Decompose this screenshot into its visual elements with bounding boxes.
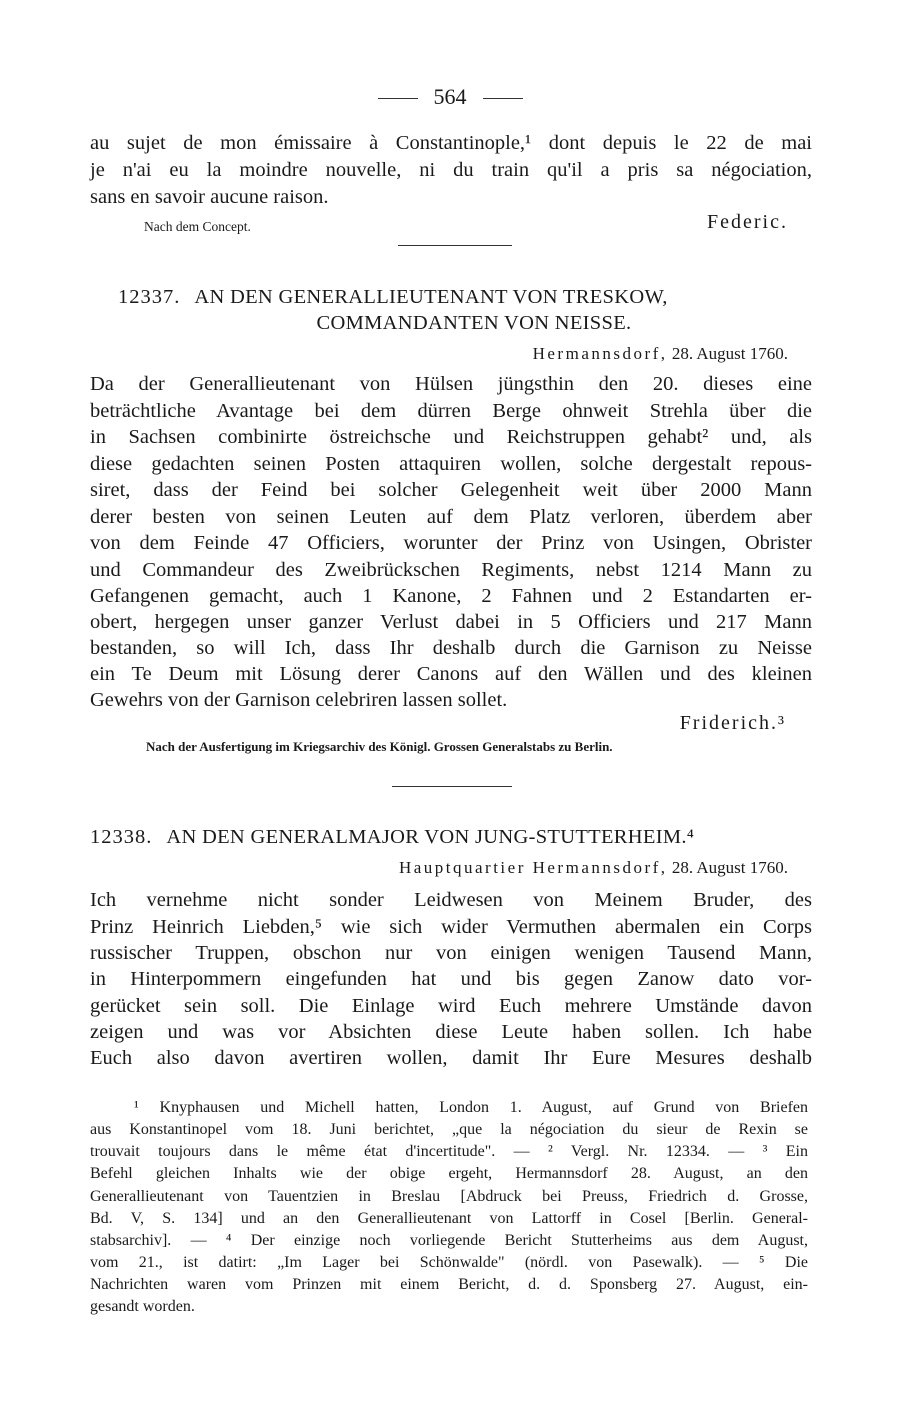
doc1-body-line: Da der Generallieutenant von Hülsen jüngsthin den 20. dieses eine: [90, 373, 812, 395]
doc1-signature: Friderich.³: [679, 712, 786, 734]
doc1-number: 12337.: [118, 286, 181, 308]
footnote-line: vom 21., ist datirt: „Im Lager bei Schönwalde" (nördl. von Pasewalk). — ⁵ Die: [90, 1254, 808, 1271]
doc1-source-note: Nach der Ausfertigung im Kriegsarchiv des Königl. Grossen Generalstabs zu Berlin.: [146, 739, 613, 754]
doc1-body-line: und Commandeur des Zweibrückschen Regiments, nebst 1214 Mann zu: [90, 559, 812, 581]
intro-line: je n'ai eu la moindre nouvelle, ni du train qu'il a pris sa négociation,: [90, 159, 812, 181]
doc1-body-line: siret, dass der Feind bei solcher Gelegenheit weit über 2000 Mann: [90, 479, 812, 501]
page-number: 564: [433, 84, 467, 109]
intro-signature: Federic.: [707, 211, 788, 233]
footnote-line: aus Konstantinopel vom 18. Juni berichtet, „que la négociation du sieur de Rexin se: [90, 1121, 808, 1138]
doc2-body-line: Prinz Heinrich Liebden,⁵ wie sich wider Vermuthen abermalen ein Corps: [90, 916, 812, 938]
doc1-heading: [118, 286, 668, 309]
intro-line: au sujet de mon émissaire à Constantinople,¹ dont depuis le 22 de mai: [90, 132, 812, 154]
doc1-place: Hermannsdorf,: [532, 344, 668, 363]
section-divider: [398, 245, 512, 246]
doc1-body-line: ein Te Deum mit Lösung derer Canons auf den Wällen und des kleinen: [90, 663, 812, 685]
doc2-body-line: russischer Truppen, obschon nur von einigen wenigen Tausend Mann,: [90, 942, 812, 964]
page-number-line: [0, 84, 900, 110]
doc1-body-line: obert, hergegen unser ganzer Verlust dabei in 5 Officiers und 217 Mann: [90, 611, 812, 633]
footnote-line: Nachrichten waren vom Prinzen mit einem Bericht, d. d. Sponsberg 27. August, ein-: [90, 1276, 808, 1293]
doc2-body-line: in Hinterpommern eingefunden hat und bis gegen Zanow dato vor-: [90, 968, 812, 990]
doc1-dateline: [533, 344, 788, 364]
doc2-heading: [90, 826, 694, 849]
footnote-line: ¹ Knyphausen und Michell hatten, London 1. August, auf Grund von Briefen: [134, 1099, 808, 1116]
section-divider: [392, 786, 512, 787]
intro-line: sans en savoir aucune raison.: [90, 186, 329, 208]
footnote-line: Bd. V, S. 134] und an den Generallieutenant von Lattorff in Cosel [Berlin. General-: [90, 1210, 808, 1227]
doc1-body-line: derer besten von seinen Leuten auf dem Platz verloren, überdem aber: [90, 506, 812, 528]
doc1-body-line: von dem Feinde 47 Officiers, worunter der Prinz von Usingen, Obrister: [90, 532, 812, 554]
footnote-line: gesandt worden.: [90, 1298, 195, 1315]
doc1-date: 28. August 1760.: [671, 344, 788, 363]
doc2-date: 28. August 1760.: [671, 858, 788, 877]
footnote-line: Befehl gleichen Inhalts wie der obige ergeht, Hermannsdorf 28. August, an den: [90, 1165, 808, 1182]
divider: [378, 98, 418, 99]
doc2-body-line: zeigen und was vor Absichten diese Leute haben sollen. Ich habe: [90, 1021, 812, 1043]
doc2-place: Hauptquartier Hermannsdorf,: [398, 858, 668, 877]
doc2-body-line: gerücket sein soll. Die Einlage wird Euch mehrere Umstände davon: [90, 995, 812, 1017]
intro-source-note: Nach dem Concept.: [144, 219, 251, 234]
doc2-body-line: Ich vernehme nicht sonder Leidwesen von Meinem Bruder, des: [90, 889, 812, 911]
divider: [483, 98, 523, 99]
footnote-line: stabsarchiv]. — ⁴ Der einzige noch vorliegende Bericht Stutterheims aus dem August,: [90, 1232, 808, 1249]
doc2-dateline: [399, 858, 788, 878]
doc1-title: AN DEN GENERALLIEUTENANT VON TRESKOW,: [194, 286, 668, 308]
doc2-title: AN DEN GENERALMAJOR VON JUNG-STUTTERHEIM.⁴: [166, 826, 695, 848]
doc2-number: 12338.: [90, 826, 153, 848]
doc2-body-line: Euch also davon avertiren wollen, damit Ihr Eure Mesures deshalb: [90, 1047, 812, 1069]
doc1-body-line: bestanden, so will Ich, dass Ihr deshalb durch die Garnison zu Neisse: [90, 637, 812, 659]
doc1-subtitle: COMMANDANTEN VON NEISSE.: [316, 312, 632, 334]
footnote-line: Generallieutenant von Tauentzien in Breslau [Abdruck bei Preuss, Friedrich d. Grosse,: [90, 1188, 808, 1205]
doc1-body-line: Gewehrs von der Garnison celebriren lassen sollet.: [90, 689, 508, 711]
doc1-body-line: Gefangenen gemacht, auch 1 Kanone, 2 Fahnen und 2 Estandarten er-: [90, 585, 812, 607]
doc1-body-line: diese gedachten seinen Posten attaquiren wollen, solche dergestalt repous-: [90, 453, 812, 475]
doc1-body-line: in Sachsen combinirte östreichsche und Reichstruppen gehabt² und, als: [90, 426, 812, 448]
footnote-line: trouvait toujours dans le même état d'incertitude". — ² Vergl. Nr. 12334. — ³ Ein: [90, 1143, 808, 1160]
doc1-body-line: beträchtliche Avantage bei dem dürren Berge ohnweit Strehla über die: [90, 400, 812, 422]
